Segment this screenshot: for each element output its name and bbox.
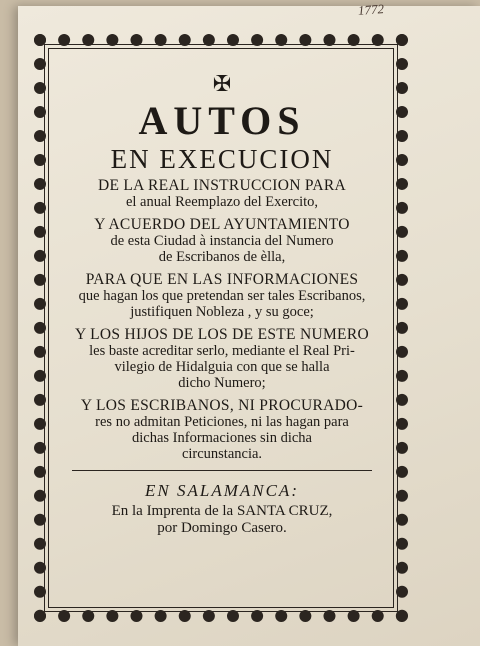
- paragraph-line: de Escribanos de èlla,: [158, 249, 286, 265]
- paragraph-hijos: [64, 327, 380, 391]
- paragraph-lead: DE LA REAL INSTRUCCION PARA: [97, 177, 347, 194]
- paragraph-lead: Y ACUERDO DEL AYUNTAMIENTO: [94, 216, 350, 233]
- paragraph-line: que hagan los que pretendan ser tales Escribanos,: [78, 288, 366, 304]
- paragraph-line: res no admitan Peticiones, ni las hagan para: [95, 414, 349, 430]
- divider-rule: [72, 470, 372, 471]
- imprint-printer-name: por Domingo Casero.: [157, 520, 287, 536]
- document-title: AUTOS: [138, 98, 306, 143]
- title-page-content: [64, 72, 380, 537]
- paragraph-lead: Y LOS ESCRIBANOS, NI PROCURADO-: [80, 397, 364, 414]
- paragraph-line: de esta Ciudad à instancia del Numero: [110, 233, 334, 249]
- imprint-printer: En la Imprenta de la SANTA CRUZ,: [111, 503, 333, 519]
- paragraph-line: vilegio de Hidalguia con que se halla: [114, 359, 330, 375]
- paragraph-line: dichas Informaciones sin dicha: [132, 430, 312, 446]
- paragraph-line: circunstancia.: [181, 446, 263, 462]
- paragraph-line: les baste acreditar serlo, mediante el Real Pri-: [89, 343, 355, 359]
- handwritten-note: 1772: [357, 1, 385, 18]
- paragraph-ayuntamiento: [64, 217, 380, 265]
- cross-ornament-icon: ✠: [212, 71, 232, 96]
- document-subtitle: EN EXECUCION: [110, 144, 334, 174]
- imprint-city: EN SALAMANCA:: [145, 481, 299, 500]
- paragraph-escribanos: [64, 398, 380, 462]
- paragraph-line: el anual Reemplazo del Exercito,: [125, 194, 319, 210]
- paragraph-line: dicho Numero;: [178, 375, 266, 391]
- paragraph-informaciones: [64, 272, 380, 320]
- paragraph-lead: Y LOS HIJOS DE LOS DE ESTE NUMERO: [75, 326, 369, 343]
- paragraph-line: justifiquen Nobleza , y su goce;: [130, 304, 314, 320]
- paragraph-instruccion: [64, 178, 380, 210]
- paragraph-lead: PARA QUE EN LAS INFORMACIONES: [85, 271, 359, 288]
